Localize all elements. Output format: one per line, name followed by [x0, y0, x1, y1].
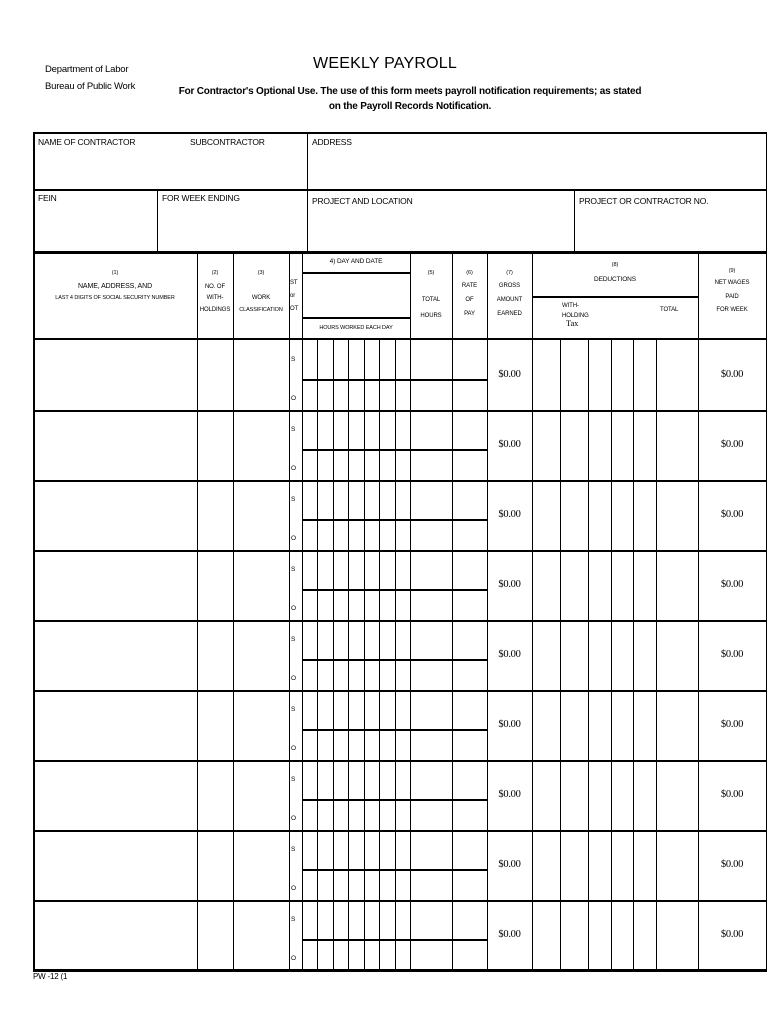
week-ending-label: FOR WEEK ENDING	[162, 193, 240, 203]
st-row-label: S	[291, 426, 296, 433]
work-classification-cell[interactable]	[235, 412, 287, 476]
st-row-label: S	[291, 566, 296, 573]
project-location-label: PROJECT AND LOCATION	[312, 196, 413, 206]
total-hours-cell[interactable]	[411, 481, 451, 547]
work-classification-cell[interactable]	[235, 552, 287, 616]
net-wages-cell[interactable]: $0.00	[720, 508, 744, 520]
deductions-total-cell[interactable]	[657, 761, 697, 827]
net-wages-cell[interactable]: $0.00	[720, 578, 744, 590]
rate-of-pay-cell[interactable]	[453, 551, 486, 617]
payroll-row	[33, 340, 767, 410]
deductions-cells[interactable]	[533, 481, 655, 547]
grid-line	[574, 189, 575, 251]
fein-label: FEIN	[38, 193, 57, 203]
day-hours-cells[interactable]	[303, 621, 409, 687]
rate-of-pay-cell[interactable]	[453, 761, 486, 827]
col7-line1: GROSS	[498, 283, 521, 289]
deductions-header: DEDUCTIONS	[594, 276, 636, 283]
employee-name-cell[interactable]	[35, 342, 195, 406]
deductions-total-cell[interactable]	[657, 831, 697, 897]
st-row-label: S	[291, 916, 296, 923]
deductions-cells[interactable]	[533, 691, 655, 757]
col5-line2: HOURS	[420, 313, 442, 319]
col6-number: (6)	[466, 270, 473, 276]
withholdings-cell[interactable]	[199, 342, 232, 406]
col9-number: (9)	[728, 268, 736, 274]
rate-of-pay-cell[interactable]	[453, 481, 486, 547]
payroll-row	[33, 900, 767, 970]
gross-amount-cell[interactable]: $0.00	[498, 788, 521, 800]
payroll-row	[33, 550, 767, 620]
col9-line3: FOR WEEK	[716, 307, 748, 313]
total-hours-cell[interactable]	[411, 901, 451, 967]
contractor-name-label: NAME OF CONTRACTOR	[38, 137, 136, 147]
total-hours-cell[interactable]	[411, 341, 451, 407]
employee-name-cell[interactable]	[35, 762, 195, 826]
work-classification-cell[interactable]	[235, 902, 287, 966]
or-header: or	[290, 293, 296, 299]
day-hours-cells[interactable]	[303, 551, 409, 617]
st-row-label: S	[291, 496, 296, 503]
agency-line-1: Department of Labor	[45, 64, 129, 75]
withholdings-cell[interactable]	[199, 692, 232, 756]
withholdings-cell[interactable]	[199, 552, 232, 616]
deductions-total-cell[interactable]	[657, 691, 697, 757]
employee-name-cell[interactable]	[35, 552, 195, 616]
employee-name-cell[interactable]	[35, 412, 195, 476]
payroll-row	[33, 410, 767, 480]
ot-row-label: O	[291, 535, 297, 542]
col9-line1: NET WAGES	[714, 280, 750, 286]
gross-amount-cell[interactable]: $0.00	[498, 858, 521, 870]
agency-line-2: Bureau of Public Work	[45, 81, 136, 92]
employee-name-cell[interactable]	[35, 692, 195, 756]
work-classification-cell[interactable]	[235, 762, 287, 826]
deductions-total-cell[interactable]	[657, 411, 697, 477]
col3-number: (3)	[257, 270, 265, 276]
deductions-cells[interactable]	[533, 551, 655, 617]
net-wages-cell[interactable]: $0.00	[720, 718, 744, 730]
withholdings-cell[interactable]	[199, 482, 232, 546]
gross-amount-cell[interactable]: $0.00	[498, 648, 521, 660]
payroll-row	[33, 690, 767, 760]
ot-row-label: O	[291, 885, 297, 892]
employee-name-cell[interactable]	[35, 622, 195, 686]
st-header: ST	[290, 280, 298, 286]
col3-line1: WORK	[251, 295, 271, 301]
payroll-row	[33, 830, 767, 900]
hours-worked-label: HOURS WORKED EACH DAY	[319, 325, 393, 331]
withholdings-cell[interactable]	[199, 412, 232, 476]
deductions-cells[interactable]	[533, 901, 655, 967]
ot-row-label: O	[291, 465, 297, 472]
st-row-label: S	[291, 356, 296, 363]
grid-line	[302, 317, 410, 319]
col7-number: (7)	[506, 270, 513, 276]
ot-row-label: O	[291, 605, 297, 612]
ot-row-label: O	[291, 745, 297, 752]
deductions-cells[interactable]	[533, 341, 655, 407]
form-subtitle-line-1: For Contractor's Optional Use. The use of this form meets payroll notification requirements; as stated	[178, 86, 642, 97]
total-hours-cell[interactable]	[411, 551, 451, 617]
ot-row-label: O	[291, 955, 297, 962]
total-hours-cell[interactable]	[411, 831, 451, 897]
deductions-total-cell[interactable]	[657, 621, 697, 687]
withholding-line1: WITH-	[562, 303, 579, 309]
grid-line	[157, 189, 158, 251]
address-label: ADDRESS	[312, 137, 352, 147]
day-hours-cells[interactable]	[303, 901, 409, 967]
payroll-row	[33, 480, 767, 550]
col7-line3: EARNED	[497, 311, 522, 317]
work-classification-cell[interactable]	[235, 692, 287, 756]
day-hours-cells[interactable]	[303, 831, 409, 897]
withholdings-cell[interactable]	[199, 832, 232, 896]
employee-name-cell[interactable]	[35, 832, 195, 896]
withholdings-cell[interactable]	[199, 762, 232, 826]
work-classification-cell[interactable]	[235, 482, 287, 546]
grid-line	[302, 272, 410, 274]
col6-line3: PAY	[464, 311, 475, 317]
grid-line	[532, 296, 698, 298]
rate-of-pay-cell[interactable]	[453, 411, 486, 477]
day-hours-cells[interactable]	[303, 481, 409, 547]
col9-line2: PAID	[725, 294, 739, 300]
net-wages-cell[interactable]: $0.00	[720, 438, 744, 450]
col1-title: NAME, ADDRESS, AND	[77, 283, 153, 290]
net-wages-cell[interactable]: $0.00	[720, 928, 744, 940]
net-wages-cell[interactable]: $0.00	[720, 788, 744, 800]
deductions-cells[interactable]	[533, 761, 655, 827]
deductions-total-header: TOTAL	[660, 307, 679, 313]
withholding-tax-label: Tax	[566, 318, 579, 328]
work-classification-cell[interactable]	[235, 622, 287, 686]
rate-of-pay-cell[interactable]	[453, 831, 486, 897]
payroll-row	[33, 760, 767, 830]
day-hours-cells[interactable]	[303, 341, 409, 407]
deductions-total-cell[interactable]	[657, 481, 697, 547]
day-and-date-header: 4) DAY AND DATE	[329, 258, 383, 265]
st-row-label: S	[291, 846, 296, 853]
net-wages-cell[interactable]: $0.00	[720, 648, 744, 660]
gross-amount-cell[interactable]: $0.00	[498, 718, 521, 730]
deductions-cells[interactable]	[533, 831, 655, 897]
st-row-label: S	[291, 636, 296, 643]
withholding-line2: HOLDING	[562, 313, 589, 319]
col2-line3: HOLDINGS	[199, 307, 231, 313]
withholdings-cell[interactable]	[199, 902, 232, 966]
form-title: WEEKLY PAYROLL	[313, 55, 457, 72]
deductions-total-cell[interactable]	[657, 901, 697, 967]
col6-line1: RATE	[461, 283, 478, 289]
deductions-cells[interactable]	[533, 621, 655, 687]
ot-row-label: O	[291, 395, 297, 402]
ot-row-label: O	[291, 675, 297, 682]
net-wages-cell[interactable]: $0.00	[720, 368, 744, 380]
total-hours-cell[interactable]	[411, 621, 451, 687]
grid-line	[307, 132, 308, 251]
project-number-label: PROJECT OR CONTRACTOR NO.	[579, 196, 709, 206]
col2-line2: WITH-	[206, 295, 224, 301]
form-subtitle-line-2: on the Payroll Records Notification.	[328, 101, 492, 112]
net-wages-cell[interactable]: $0.00	[720, 858, 744, 870]
grid-line	[33, 251, 767, 254]
work-classification-cell[interactable]	[235, 342, 287, 406]
deductions-cells[interactable]	[533, 411, 655, 477]
rate-of-pay-cell[interactable]	[453, 691, 486, 757]
col1-number: (1)	[111, 270, 119, 276]
col6-line2: OF	[465, 297, 474, 303]
col1-subtitle: LAST 4 DIGITS OF SOCIAL SECURITY NUMBER	[55, 295, 175, 301]
day-hours-cells[interactable]	[303, 691, 409, 757]
day-date-entry-area[interactable]	[303, 275, 409, 316]
st-row-label: S	[291, 706, 296, 713]
total-hours-cell[interactable]	[411, 691, 451, 757]
col5-line1: TOTAL	[421, 297, 441, 303]
work-classification-cell[interactable]	[235, 832, 287, 896]
col5-number: (5)	[427, 270, 435, 276]
ot-row-label: O	[291, 815, 297, 822]
payroll-row	[33, 620, 767, 690]
col8-number: (8)	[611, 262, 619, 268]
total-hours-cell[interactable]	[411, 761, 451, 827]
col2-line1: NO. OF	[204, 284, 226, 290]
gross-amount-cell[interactable]: $0.00	[498, 928, 521, 940]
day-hours-cells[interactable]	[303, 411, 409, 477]
col3-line2: CLASSIFICATION	[239, 307, 283, 313]
col7-line2: AMOUNT	[496, 297, 523, 303]
day-hours-cells[interactable]	[303, 761, 409, 827]
rate-of-pay-cell[interactable]	[453, 901, 486, 967]
rate-of-pay-cell[interactable]	[453, 341, 486, 407]
rate-of-pay-cell[interactable]	[453, 621, 486, 687]
gross-amount-cell[interactable]: $0.00	[498, 508, 521, 520]
deductions-total-cell[interactable]	[657, 551, 697, 617]
deductions-total-cell[interactable]	[657, 341, 697, 407]
ot-header: OT	[290, 306, 299, 312]
employee-name-cell[interactable]	[35, 902, 195, 966]
st-row-label: S	[291, 776, 296, 783]
gross-amount-cell[interactable]: $0.00	[498, 438, 521, 450]
total-hours-cell[interactable]	[411, 411, 451, 477]
col2-number: (2)	[211, 270, 219, 276]
subcontractor-label: SUBCONTRACTOR	[190, 137, 265, 147]
gross-amount-cell[interactable]: $0.00	[498, 578, 521, 590]
form-number: PW -12 (1	[33, 972, 68, 981]
gross-amount-cell[interactable]: $0.00	[498, 368, 521, 380]
employee-name-cell[interactable]	[35, 482, 195, 546]
address-cell[interactable]	[309, 134, 764, 187]
withholdings-cell[interactable]	[199, 622, 232, 686]
